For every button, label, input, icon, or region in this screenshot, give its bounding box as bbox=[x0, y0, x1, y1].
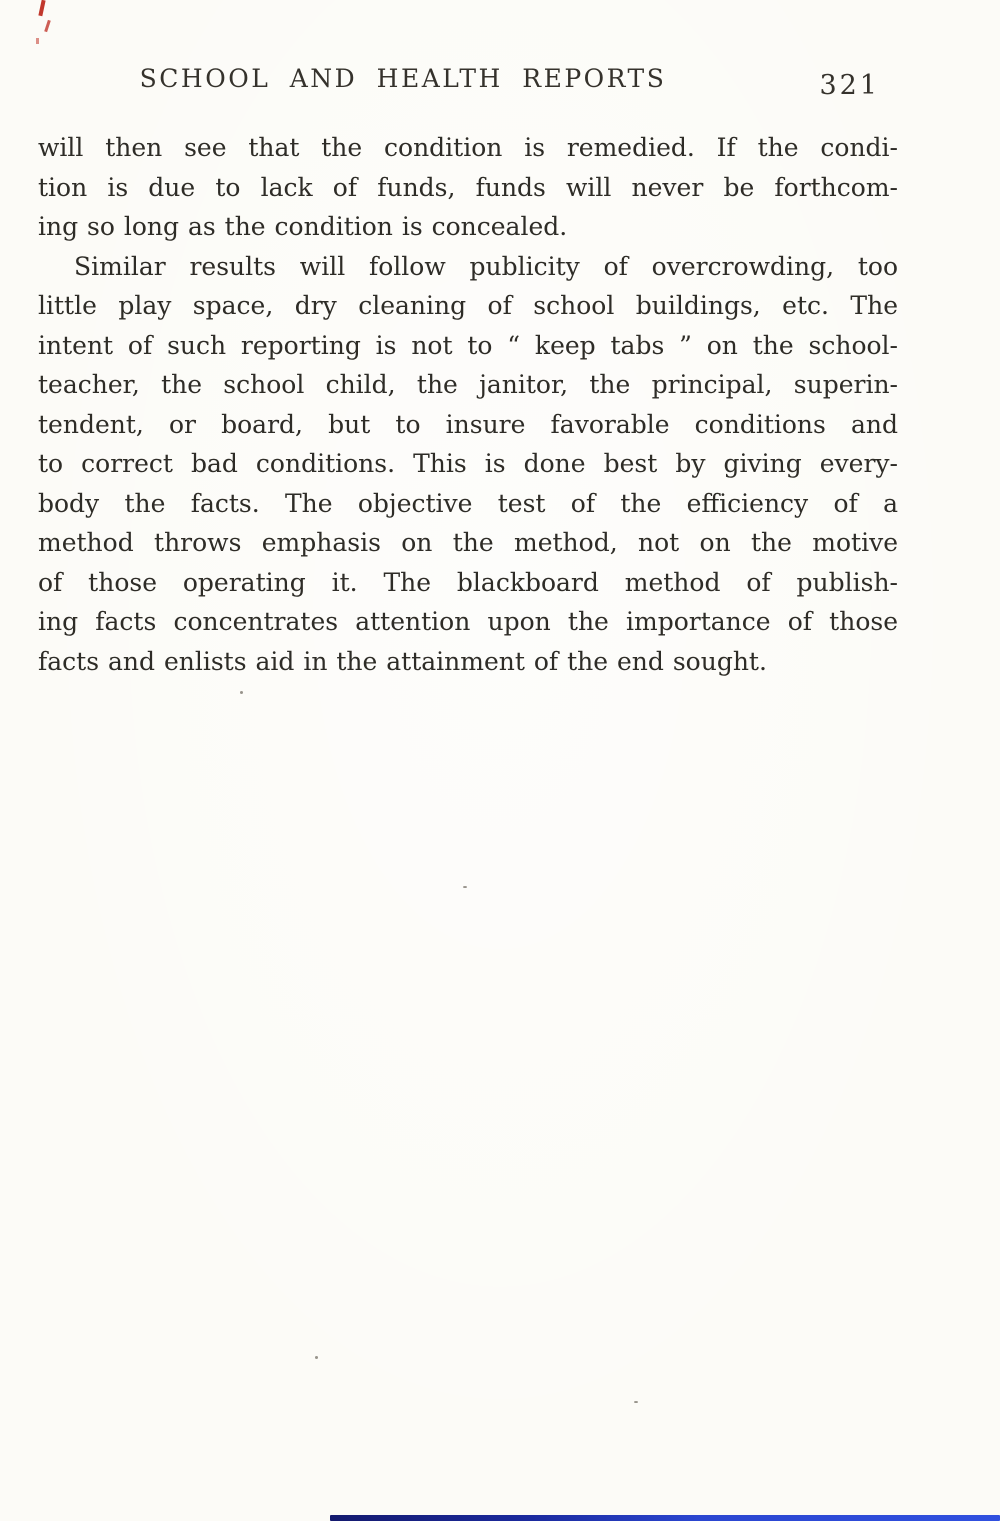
text-line: tendent, or board, but to insure favorable conditions and bbox=[38, 409, 898, 439]
text-line: Similar results will follow publicity of overcrowding, too bbox=[74, 251, 898, 281]
scan-speck bbox=[634, 1401, 638, 1403]
text-line: method throws emphasis on the method, not on the motive bbox=[38, 528, 898, 557]
text-line: little play space, dry cleaning of school buildings, etc. The bbox=[38, 291, 898, 320]
scan-red-mark bbox=[38, 0, 45, 16]
text-line: teacher, the school child, the janitor, the principal, superin- bbox=[38, 370, 898, 399]
text-line: to correct bad conditions. This is done best by giving every- bbox=[38, 449, 898, 478]
text-line: ing so long as the condition is concealed. bbox=[38, 212, 568, 241]
text-line: of those operating it. The blackboard method of publish- bbox=[38, 567, 898, 597]
text-line: facts and enlists aid in the attainment of the end sought. bbox=[38, 646, 767, 676]
body-text bbox=[38, 128, 898, 681]
text-line: will then see that the condition is remedied. If the condi- bbox=[38, 133, 898, 162]
paragraph bbox=[38, 247, 898, 682]
running-title: SCHOOL AND HEALTH REPORTS bbox=[139, 64, 667, 93]
page-header bbox=[38, 64, 898, 106]
text-line: ing facts concentrates attention upon the importance of those bbox=[38, 607, 898, 636]
scan-speck bbox=[463, 886, 467, 888]
text-line: intent of such reporting is not to “ keep tabs ” on the school- bbox=[38, 330, 898, 360]
text-line: body the facts. The objective test of the efficiency of a bbox=[38, 488, 898, 518]
scan-speck bbox=[240, 691, 243, 694]
scan-red-mark bbox=[36, 38, 39, 44]
scan-red-mark bbox=[44, 20, 51, 32]
page-number: 321 bbox=[819, 70, 880, 101]
text-line: tion is due to lack of funds, funds will never be forthcom- bbox=[38, 172, 898, 202]
paragraph bbox=[38, 128, 898, 247]
scan-speck bbox=[315, 1356, 318, 1359]
scan-edge-artifact bbox=[330, 1515, 1000, 1521]
